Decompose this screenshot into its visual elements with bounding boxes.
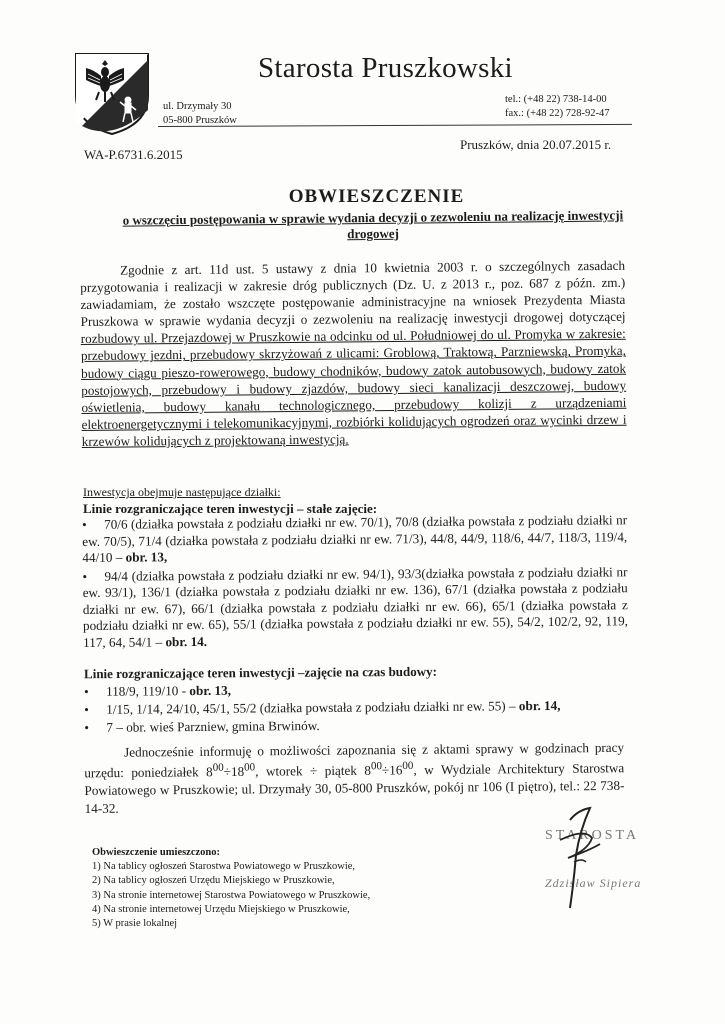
list-item: • 7 – obr. wieś Parzniew, gmina Brwinów. xyxy=(84,717,320,735)
intro-scope-underlined: rozbudowy ul. Przejazdowej w Pruszkowie na odcinku od ul. Południowej do ul. Promyka w zakresie: przebudowy jezdni, przebudowy skrzyżowań z ulicami: Groblową, Traktową, Parzniewską, Promyka, budowy ciągu pieszo-rowerowego, budowy chodników, budowy zatok autobusowych, budowy zatok postojowych, przebudowy i budowy zjazdów, budowy sieci kanalizacji deszczowej, budowy oświetlenia, budowy kanału technologicznego, przebudowy kolizji z urządzeniami elektroenergetycznymi i telekomunikacyjnymi, rozbiórki kolidujących ogrodzeń oraz wycinki drzew i krzewów kolidujących z projektowaną inwestycją. xyxy=(80,326,627,449)
posting-heading: Obwieszczenie umieszczono: xyxy=(92,847,221,858)
address-street: ul. Drzymały 30 xyxy=(163,101,232,112)
list-item: • 94/4 (działka powstała z podziału działki nr ew. 94/1), 93/3(działka powstała z podziału działki nr ew. 93/1), 136/1 (działka powstała z podziału działki nr ew. 136), 67/1 (działka powstała z podziału działki nr ew. 67), 66/1 (działka powstała z podziału działki nr ew. 66), 65/1 (działka powstała z podziału działki nr ew. 65), 55/1 (działka powstała z podziału działki nr ew. 55), 54/2, 102/2, 92, 119, 117, 64, 54/1 – obr. 14. xyxy=(82,563,628,650)
document-subtitle: o wszczęciu postępowania w sprawie wydania decyzji o zezwoleniu na realizację inwestycji drogowej xyxy=(122,207,624,242)
list-item: 3) Na stronie internetowej Starostwa Powiatowego w Pruszkowie, xyxy=(92,889,371,901)
list-item: 4) Na stronie internetowej Urzędu Miejskiego w Pruszkowie, xyxy=(92,903,350,915)
list-item: 2) Na tablicy ogłoszeń Urzędu Miejskiego w Pruszkowie, xyxy=(92,875,335,887)
bullet-icon: • xyxy=(82,516,87,532)
phone: tel.: (+48 22) 738-14-00 xyxy=(505,94,607,105)
list-item: 1) Na tablicy ogłoszeń Starostwa Powiatowego w Pruszkowie, xyxy=(92,861,356,873)
document-title: OBWIESZCZENIE xyxy=(288,186,465,207)
address xyxy=(163,100,237,128)
parcels-heading: Inwestycja obejmuje następujące działki: xyxy=(83,485,281,499)
place-date: Pruszków, dnia 20.07.2015 r. xyxy=(460,137,612,152)
bullet-icon: • xyxy=(84,683,89,699)
posting-list xyxy=(92,860,370,931)
posting-locations xyxy=(92,846,370,931)
list-item: • 1/15, 1/14, 24/10, 45/1, 55/2 (działka powstała z podziału działki nr ew. 55) – obr. 14, xyxy=(84,697,561,717)
list-item: • 70/6 (działka powstała z podziału działki nr ew. 70/1), 70/8 (działka powstała z podziału działki nr ew. 70/5), 71/4 (działka powstała z podziału działki nr ew. 71/3), 44/8, 44/9, 118/6, 44/7, 118/3, 119/4, 44/10 – obr. 13, xyxy=(82,512,628,565)
coat-of-arms-icon xyxy=(72,50,152,136)
intro-text: Zgodnie z art. 11d ust. 5 ustawy z dnia 10 kwietnia 2003 r. o szczególnych zasadach przygotowania i realizacji w zakresie dróg publicznych (Dz. U. z 2013 r., poz. 687 z późn. zm.) zawiadamiam, że zostało wszczęte postępowanie administracyjne na wniosek Prezydenta Miasta Pruszkowa w sprawie wydania decyzji o zezwoleniu na realizację inwestycji drogowej dotyczącej xyxy=(80,257,626,330)
case-reference: WA-P.6731.6.2015 xyxy=(84,147,183,162)
org-name: Starosta Pruszkowski xyxy=(258,52,513,84)
list-item: 5) W prasie lokalnej xyxy=(92,918,178,930)
contact xyxy=(505,93,609,121)
bullet-icon: • xyxy=(82,568,88,584)
office-hours-paragraph: Jednocześnie informuję o możliwości zapoznania się z aktami sprawy w godzinach pracy urzędu: poniedziałek $8^{00}\div 18^{00}$, wtorek ÷ piątek $8^{00}\div 16^{00}$, w Wydziale Architektury Starostwa Powiatowego w Pruszkowie; ul. Drzymały 30, 05-800 Pruszków, pokój nr 106 (I piętro), tel.: 22 738-14-32. xyxy=(84,739,625,816)
official-stamp-name: Zdzisław Sipiera xyxy=(545,876,642,890)
official-stamp-title: STAROSTA xyxy=(545,828,640,843)
permanent-parcels-list xyxy=(82,512,628,653)
list-item: • 118/9, 119/10 - obr. 13, xyxy=(84,682,232,699)
bullet-icon: • xyxy=(84,701,89,717)
temporary-parcels-list xyxy=(84,678,629,737)
signature-icon xyxy=(530,800,640,920)
intro-paragraph xyxy=(80,257,627,450)
permanent-heading: Linie rozgraniczające teren inwestycji – stałe zajęcie: xyxy=(83,501,378,516)
temporary-heading: Linie rozgraniczające teren inwestycji –zajęcie na czas budowy: xyxy=(83,663,438,682)
address-city: 05-800 Pruszków xyxy=(163,115,237,126)
bullet-icon: • xyxy=(84,719,90,735)
fax: fax.: (+48 22) 728-92-47 xyxy=(505,108,610,119)
